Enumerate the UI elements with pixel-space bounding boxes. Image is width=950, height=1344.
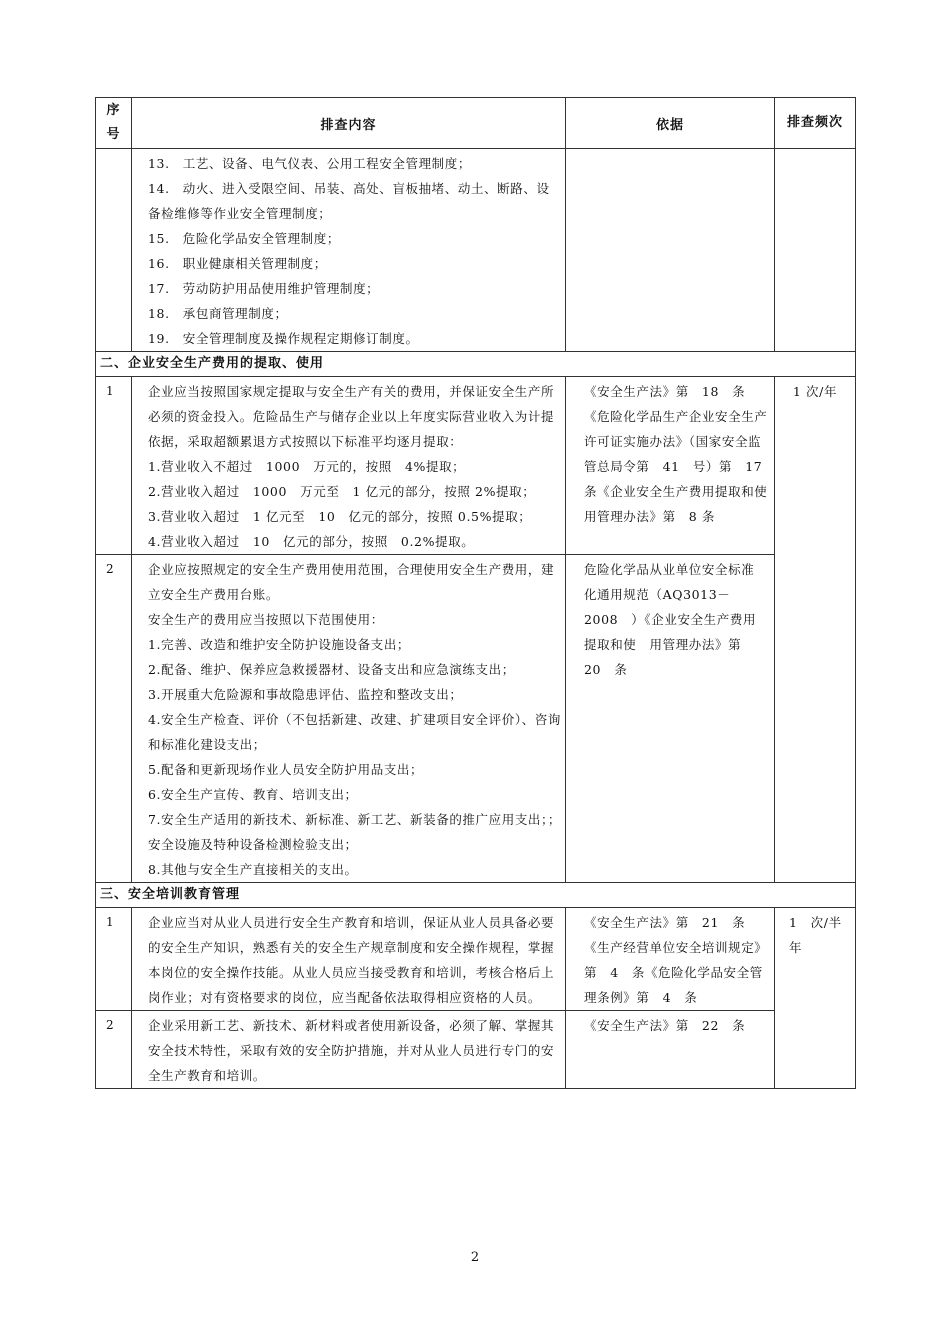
content-paragraph: 企业应按照规定的安全生产费用使用范围，合理使用安全生产费用，建立安全生产费用台账。 <box>148 562 555 602</box>
header-frequency: 排查频次 <box>775 98 856 149</box>
list-item: 18. 承包商管理制度； <box>148 306 288 321</box>
row-frequency-empty <box>775 149 856 352</box>
table-row <box>96 377 856 555</box>
page-number: 2 <box>470 1250 480 1265</box>
row-num: 1 <box>96 377 132 555</box>
list-item: 15. 危险化学品安全管理制度； <box>148 231 340 246</box>
table-row <box>96 1011 856 1089</box>
header-content: 排查内容 <box>132 98 566 149</box>
content-paragraph: 企业应当对从业人员进行安全生产教育和培训，保证从业人员具备必要的安全生产知识，熟悉有关的安全生产规章制度和安全操作规程，掌握本岗位的安全操作技能。从业人员应当接受教育和培训，考核合格后上岗作业；对有资格要求的岗位，应当配备依法取得相应资格的人员。 <box>148 915 555 1005</box>
header-num: 序号 <box>96 98 132 149</box>
row-num: 2 <box>96 555 132 883</box>
content-paragraph: 6.安全生产宣传、教育、培训支出； <box>148 787 358 802</box>
table-row <box>96 555 856 883</box>
table-header-row <box>96 98 856 149</box>
content-paragraph: 7.安全生产适用的新技术、新标准、新工艺、新装备的推广应用支出；；安全设施及特种设备检测检验支出； <box>148 812 561 852</box>
list-item: 13. 工艺、设备、电气仪表、公用工程安全管理制度； <box>148 156 471 171</box>
content-paragraph: 2.配备、维护、保养应急救援器材、设备支出和应急演练支出； <box>148 662 515 677</box>
row-num: 2 <box>96 1011 132 1089</box>
row-num: 1 <box>96 908 132 1011</box>
section-title: 二、企业安全生产费用的提取、使用 <box>96 352 856 377</box>
content-paragraph: 1.营业收入不超过 1000 万元的，按照 4%提取； <box>148 459 466 474</box>
row-basis: 危险化学品从业单位安全标准 化通用规范（AQ3013－2008 ）《企业安全生产费用提取和使 用管理办法》第 20 条 <box>566 555 775 883</box>
row-basis: 《安全生产法》第 21 条《生产经营单位安全培训规定》第 4 条《危险化学品安全管理条例》第 4 条 <box>566 908 775 1011</box>
content-paragraph: 3.营业收入超过 1 亿元至 10 亿元的部分，按照 0.5%提取； <box>148 509 532 524</box>
content-paragraph: 4.安全生产检查、评价（不包括新建、改建、扩建项目安全评价）、咨询和标准化建设支出； <box>148 712 561 752</box>
row-frequency: 1 次/年 <box>775 377 856 883</box>
row-basis-empty <box>566 149 775 352</box>
row-basis: 《安全生产法》第 22 条 <box>566 1011 775 1089</box>
row-content <box>132 149 566 352</box>
row-frequency: 1 次/半年 <box>775 908 856 1089</box>
content-paragraph: 2.营业收入超过 1000 万元至 1 亿元的部分，按照 2%提取； <box>148 484 536 499</box>
row-content <box>132 1011 566 1089</box>
section-title: 三、安全培训教育管理 <box>96 883 856 908</box>
list-item: 16. 职业健康相关管理制度； <box>148 256 327 271</box>
content-paragraph: 5.配备和更新现场作业人员安全防护用品支出； <box>148 762 424 777</box>
list-item: 19. 安全管理制度及操作规程定期修订制度。 <box>148 331 419 346</box>
table-row-continuation <box>96 149 856 352</box>
section-heading-row <box>96 883 856 908</box>
row-content <box>132 377 566 555</box>
row-content <box>132 555 566 883</box>
table-row <box>96 908 856 1011</box>
row-basis: 《安全生产法》第 18 条《危险化学品生产企业安全生产许可证实施办法》（国家安全监管总局令第 41 号）第 17 条《企业安全生产费用提取和使用管理办法》第 8 条 <box>566 377 775 555</box>
content-paragraph: 企业采用新工艺、新技术、新材料或者使用新设备，必须了解、掌握其安全技术特性，采取有效的安全防护措施，并对从业人员进行专门的安全生产教育和培训。 <box>148 1018 555 1083</box>
content-paragraph: 企业应当按照国家规定提取与安全生产有关的费用，并保证安全生产所必须的资金投入。危险品生产与储存企业以上年度实际营业收入为计提依据，采取超额累退方式按照以下标准平均逐月提取： <box>148 384 555 449</box>
content-paragraph: 安全生产的费用应当按照以下范围使用： <box>148 612 384 627</box>
list-item: 14. 动火、进入受限空间、吊装、高处、盲板抽堵、动土、断路、设备检维修等作业安全管理制度； <box>148 181 550 221</box>
content-paragraph: 8.其他与安全生产直接相关的支出。 <box>148 862 358 877</box>
header-basis: 依据 <box>566 98 775 149</box>
content-paragraph: 1.完善、改造和维护安全防护设施设备支出； <box>148 637 411 652</box>
content-paragraph: 4.营业收入超过 10 亿元的部分，按照 0.2%提取。 <box>148 534 475 549</box>
content-paragraph: 3.开展重大危险源和事故隐患评估、监控和整改支出； <box>148 687 463 702</box>
row-num-empty <box>96 149 132 352</box>
inspection-table <box>95 97 856 1089</box>
section-heading-row <box>96 352 856 377</box>
row-content <box>132 908 566 1011</box>
list-item: 17. 劳动防护用品使用维护管理制度； <box>148 281 380 296</box>
